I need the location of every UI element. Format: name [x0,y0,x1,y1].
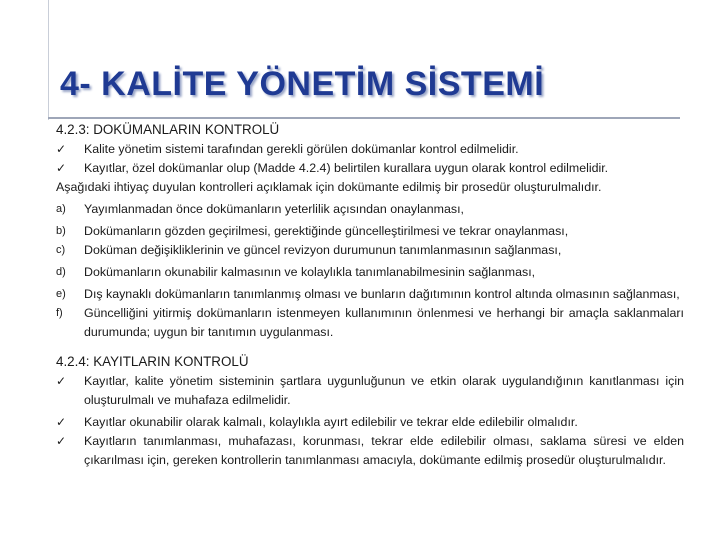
check-icon: ✓ [56,374,67,388]
check-icon: ✓ [56,434,67,448]
list-item [56,304,684,342]
bullet-item [56,140,684,159]
bullet-text: Kayıtlar, özel dokümanlar olup (Madde 4.2.4) belirtilen kurallara uygun olarak kontrol edilmelidir. [84,161,609,175]
list-marker: a) [56,203,66,215]
list-item [56,263,684,282]
list-marker: e) [56,288,66,300]
bullet-text: Kayıtlar okunabilir olarak kalmalı, kolaylıkla ayırt edilebilir ve tekrar elde edilebilir olmalıdır. [84,415,578,429]
list-text: Güncelliğini yitirmiş dokümanların istenmeyen kullanımının önlenmesi ve herhangi bir amaçla saklanmaları durumunda; uygun bir tanıtımın uygulanması. [84,306,684,339]
list-text: Dış kaynaklı dokümanların tanımlanmış olması ve bunların dağıtımının kontrol altında olmasının sağlanması, [84,287,680,301]
bullet-text: Kalite yönetim sistemi tarafından gerekli görülen dokümanlar kontrol edilmelidir. [84,142,519,156]
list-item [56,241,684,260]
section-heading-records-control: 4.2.4: KAYITLARIN KONTROLÜ [56,354,249,369]
bullet-item [56,413,684,432]
list-marker: b) [56,225,66,237]
slide-content [56,120,684,470]
check-icon: ✓ [56,142,67,156]
decorative-vertical-line [48,0,49,120]
section-heading-document-control: 4.2.3: DOKÜMANLARIN KONTROLÜ [56,122,280,137]
check-icon: ✓ [56,415,67,429]
list-text: Doküman değişikliklerinin ve güncel revizyon durumunun tanımlanmasının sağlanması, [84,243,562,257]
list-marker: f) [56,307,63,319]
list-marker: c) [56,244,66,256]
list-text: Yayımlanmadan önce dokümanların yeterlilik açısından onaylanması, [84,202,464,216]
list-item [56,222,684,241]
list-text: Dokümanların okunabilir kalmasının ve kolaylıkla tanımlanabilmesinin sağlanması, [84,265,536,279]
bullet-item [56,159,684,178]
bullet-text: Kayıtların tanımlanması, muhafazası, korunması, tekrar elde edilebilir olması, saklama süresi ve elden çıkarılması için, gereken kontrollerin tanımlanması amacıyla, dokümante edilmiş prosedür oluşturulmalıdır. [84,434,684,467]
list-text: Dokümanların gözden geçirilmesi, gerektiğinde güncelleştirilmesi ve tekrar onaylanması, [84,224,569,238]
bullet-item [56,432,684,470]
check-icon: ✓ [56,161,67,175]
list-item [56,285,684,304]
slide-title: 4- KALİTE YÖNETİM SİSTEMİ [60,64,545,103]
intro-paragraph: Aşağıdaki ihtiyaç duyulan kontrolleri açıklamak için dokümante edilmiş bir prosedür oluşturulmalıdır. [56,180,602,194]
bullet-item [56,372,684,410]
list-item [56,200,684,219]
title-divider [48,117,680,119]
bullet-text: Kayıtlar, kalite yönetim sisteminin şartlara uygunluğunun ve etkin olarak uygulandığının kanıtlanması için oluşturulmalı ve muhafaza edilmelidir. [84,374,684,407]
list-marker: d) [56,266,66,278]
